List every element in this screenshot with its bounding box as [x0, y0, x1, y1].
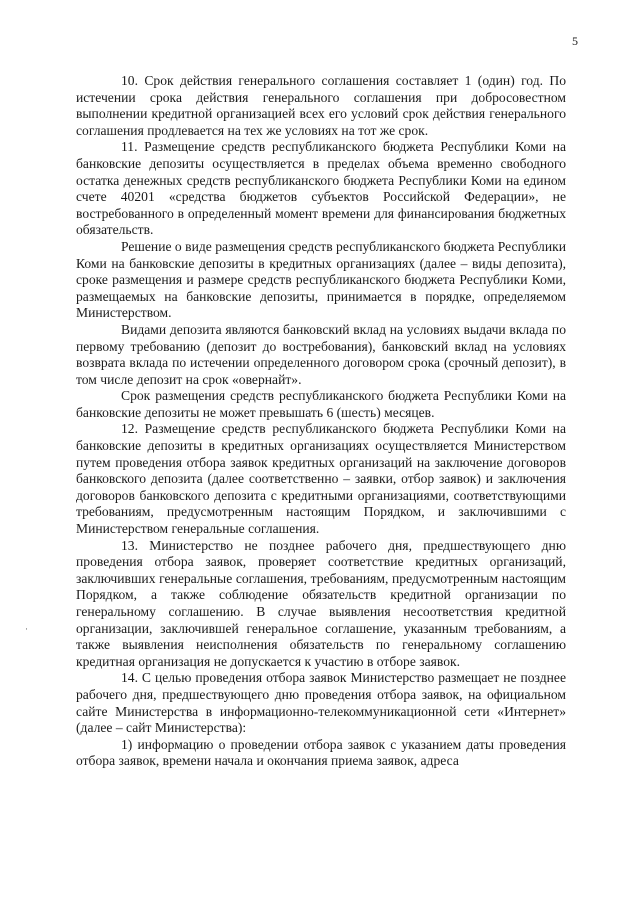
paragraph-14-item-1: 1) информацию о проведении отбора заявок с указанием даты проведения отбора заявок, времени начала и окончания приема заявок, адреса: [76, 736, 566, 769]
paragraph-11-placement: 11. Размещение средств республиканского бюджета Республики Коми на банковские депозиты осуществляется в пределах объема временно свободного остатка денежных средств республиканского бюджета Республики Коми на едином счете 40201 «средства бюджетов субъектов Российской Федерации», не востребованного в определенный момент времени для финансирования бюджетных обязательств.: [76, 139, 566, 238]
paragraph-14-publication: 14. С целью проведения отбора заявок Министерство размещает не позднее рабочего дня, предшествующего дню проведения отбора заявок, на официальном сайте Министерства в информационно-телекоммуникационной сети «Интернет» (далее – сайт Министерства):: [76, 670, 566, 736]
document-body: [76, 73, 566, 770]
paragraph-12-selection: 12. Размещение средств республиканского бюджета Республики Коми на банковские депозиты в кредитных организациях осуществляется Министерством путем проведения отбора заявок кредитных организаций на заключение договоров банковского депозита (далее соответственно – заявки, отбор заявок) и заключения договоров банковского депозита с кредитными организациями, соответствующими требованиям, предусмотренным настоящим Порядком, и заключившими с Министерством генеральные соглашения.: [76, 421, 566, 537]
paragraph-10-term: 10. Срок действия генерального соглашения составляет 1 (один) год. По истечении срока действия генерального соглашения при добросовестном выполнении кредитной организацией всех его условий срок действия генерального соглашения продлевается на тех же условиях на тот же срок.: [76, 73, 566, 138]
page-number: 5: [572, 34, 578, 48]
paragraph-13-verification: 13. Министерство не позднее рабочего дня, предшествующего дню проведения отбора заявок, проверяет соответствие кредитных организаций, заключивших генеральные соглашения, требованиям, предусмотренным настоящим Порядком, а также соблюдение обязательств кредитной организации по генеральному соглашению. В случае выявления несоответствия кредитной организации, заключившей генеральное соглашение, указанным требованиям, а также выявления неисполнения обязательств по генеральному соглашению кредитная организация не допускается к участию в отборе заявок.: [76, 537, 566, 669]
margin-mark: ·: [25, 624, 28, 634]
paragraph-decision: Решение о виде размещения средств республиканского бюджета Республики Коми на банковские депозиты в кредитных организациях (далее – виды депозита), сроке размещения и размере средств республиканского бюджета Республики Коми, размещаемых на банковские депозиты, принимается в порядке, определяемом Министерством.: [76, 238, 566, 321]
paragraph-deposit-types: Видами депозита являются банковский вклад на условиях выдачи вклада по первому требованию (депозит до востребования), банковский вклад на условиях возврата вклада по истечении определенного договором срока (срочный депозит), в том числе депозит на срок «овернайт».: [76, 321, 566, 387]
paragraph-deposit-term: Срок размещения средств республиканского бюджета Республики Коми на банковские депозиты не может превышать 6 (шесть) месяцев.: [76, 388, 566, 420]
